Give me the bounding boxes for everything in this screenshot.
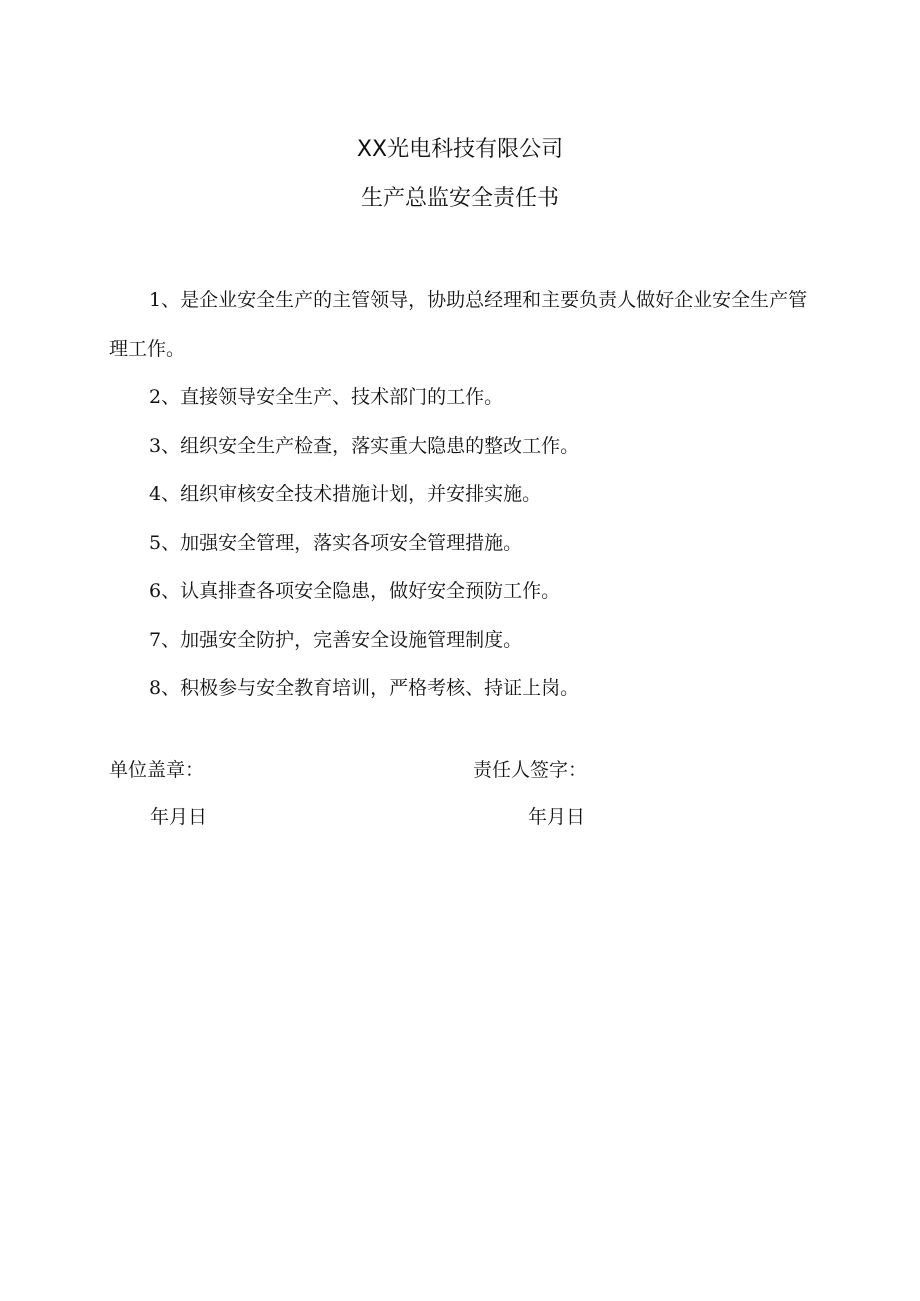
responsibility-item: 2、直接领导安全生产、技术部门的工作。: [149, 386, 504, 408]
responsibility-item: 8、积极参与安全教育培训，严格考核、持证上岗。: [149, 677, 580, 699]
responsibility-list: [109, 276, 821, 713]
unit-date: 年月日: [150, 806, 208, 828]
responsibility-item: 3、组织安全生产检查，落实重大隐患的整改工作。: [149, 434, 580, 457]
responsibility-item: 4、组织审核安全技术措施计划，并安排实施。: [149, 483, 542, 505]
responsible-sign-label: 责任人签字：: [473, 759, 588, 781]
responsibility-item: 7、加强安全防护，完善安全设施管理制度。: [149, 628, 523, 651]
responsibility-item: 5、加强安全管理，落实各项安全管理措施。: [149, 531, 523, 554]
responsible-date: 年月日: [528, 806, 586, 828]
company-name: XX光电科技有限公司: [356, 137, 564, 162]
responsibility-item: 6、认真排查各项安全隐患，做好安全预防工作。: [149, 580, 561, 602]
responsibility-item: 1、是企业安全生产的主管领导，协助总经理和主要负责人做好企业安全生产管理工作。: [109, 289, 808, 360]
unit-seal-label: 单位盖章：: [109, 759, 205, 781]
document-title: 生产总监安全责任书: [360, 186, 559, 211]
